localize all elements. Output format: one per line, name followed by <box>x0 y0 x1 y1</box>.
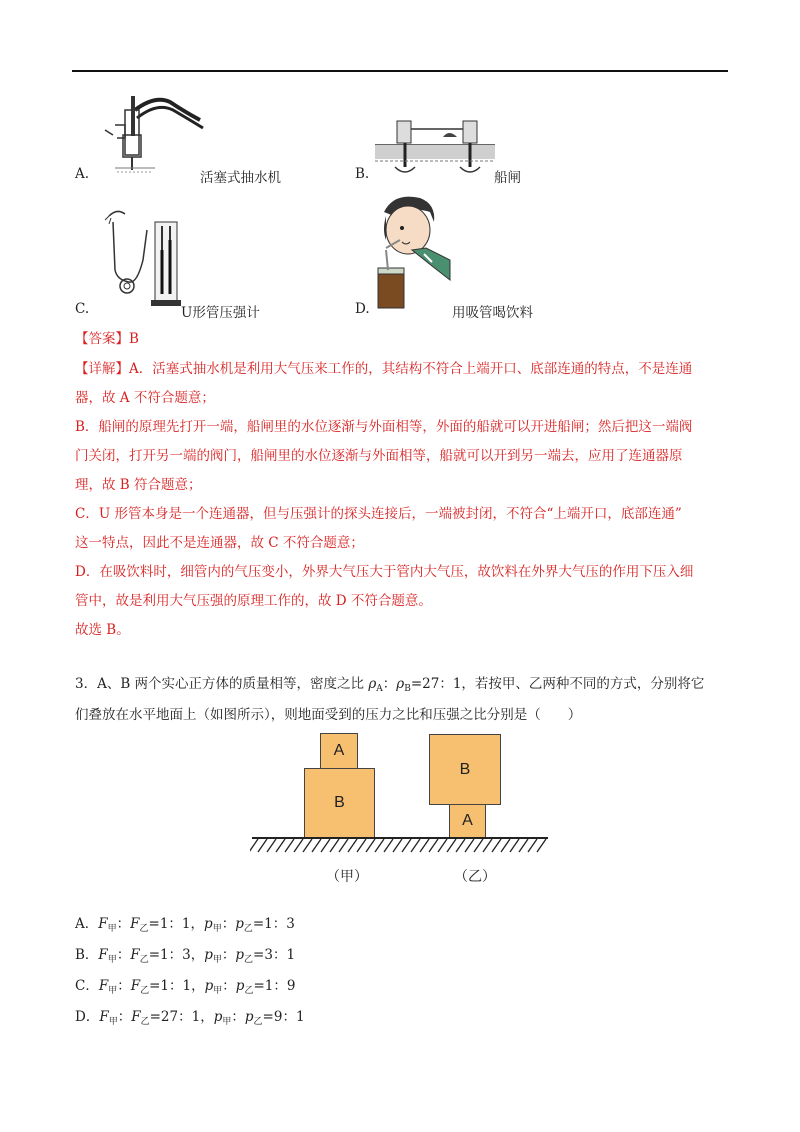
detail-block <box>75 355 725 645</box>
option-a-caption: 活塞式抽水机 <box>200 170 281 186</box>
choice-d[interactable]: D．$F_甲$：$F_乙=27$：1，$p_甲$：$p_乙=9$：1 <box>75 1009 305 1027</box>
jia-block-a: A <box>320 733 358 769</box>
header-rule <box>72 70 728 72</box>
detail-line: 【详解】A．活塞式抽水机是利用大气压来工作的，其结构不符合上端开口、底部连通的特点，不是连通 <box>75 361 693 377</box>
figure-label-jia: （甲） <box>326 869 368 885</box>
yi-block-a: A <box>449 804 486 838</box>
piston-pump-image <box>95 90 205 180</box>
ship-lock-image <box>375 115 495 180</box>
detail-line: 这一特点，因此不是连通器，故 C 不符合题意； <box>75 535 364 551</box>
u-tube-manometer-image <box>95 200 190 310</box>
option-a-letter: A. <box>75 166 90 182</box>
choice-a[interactable]: A．$F_甲$：$F_乙=1$：1，$p_甲$：$p_乙=1$：3 <box>75 916 295 934</box>
answer-label: 【答案】 <box>75 331 129 347</box>
question-3-line-1: 3．A、B 两个实心正方体的质量相等，密度之比 $\rho_A$：$\rho_B=27$：1，若按甲、乙两种不同的方式，分别将它 <box>75 676 705 694</box>
boy-drinking-straw-image <box>372 190 452 315</box>
detail-label: 【详解】 <box>75 361 129 377</box>
answer-value: B <box>129 331 139 347</box>
detail-line: C．U 形管本身是一个连通器，但与压强计的探头连接后，一端被封闭，不符合“上端开口，底部连通” <box>75 506 682 522</box>
option-c-letter: C. <box>75 301 90 317</box>
ground-hatch <box>250 836 550 856</box>
figure-label-yi: （乙） <box>454 869 496 885</box>
choice-c[interactable]: C．$F_甲$：$F_乙=1$：1，$p_甲$：$p_乙=1$：9 <box>75 978 296 996</box>
jia-block-b: B <box>304 768 375 838</box>
option-b-caption: 船闸 <box>494 170 521 186</box>
option-d-caption: 用吸管喝饮料 <box>452 305 533 321</box>
yi-block-b: B <box>429 734 501 805</box>
detail-conclusion: 故选 B。 <box>75 622 130 638</box>
detail-line: 理，故 B 符合题意； <box>75 477 202 493</box>
choice-b[interactable]: B．$F_甲$：$F_乙=1$：3，$p_甲$：$p_乙=3$：1 <box>75 947 296 965</box>
question-3-line-2: 们叠放在水平地面上（如图所示），则地面受到的压力之比和压强之比分别是（ ） <box>75 707 582 723</box>
detail-line: B．船闸的原理先打开一端，船闸里的水位逐渐与外面相等，外面的船就可以开进船闸；然后把这一端阀 <box>75 419 693 435</box>
detail-line: 器，故 A 不符合题意； <box>75 390 215 406</box>
option-c-caption: U形管压强计 <box>181 305 260 321</box>
question-3 <box>75 670 725 730</box>
detail-line: D．在吸饮料时，细管内的气压变小，外界大气压大于管内大气压，故饮料在外界大气压的作用下压入细 <box>75 564 694 580</box>
detail-line: 门关闭，打开另一端的阀门，船闸里的水位逐渐与外面相等，船就可以开到另一端去，应用了连通器原 <box>75 448 683 464</box>
detail-line: 管中，故是利用大气压强的原理工作的，故 D 不符合题意。 <box>75 593 432 609</box>
answer-line <box>75 325 725 354</box>
option-b-letter: B. <box>355 166 370 182</box>
option-d-letter: D. <box>355 301 370 317</box>
